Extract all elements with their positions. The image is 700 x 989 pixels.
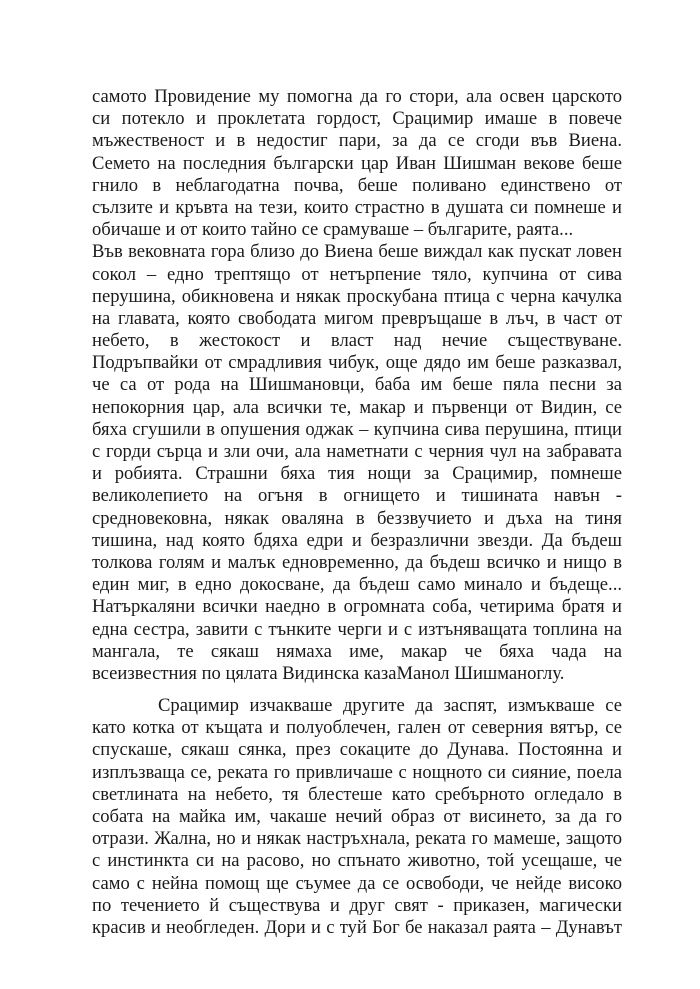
text-line: Срацимир изчакваше другите да заспят, измъкваше се (158, 695, 622, 717)
text-line: собата на майка им, чакаше нечий образ от висинето, за да го (92, 806, 622, 827)
text-line: една сестра, завити с тънките черги и с изтъняващата топлина на (92, 618, 622, 640)
text-line: небето, в жестокост и власт над нечие съществуване. (92, 330, 622, 352)
text-line: и робията. Страшни бяха тия нощи за Срацимир, помнеше (92, 463, 622, 485)
text-line: средновековна, някак оваляна в беззвучието и дъха на тиня (92, 507, 622, 529)
text-line: Във вековната гора близо до Виена беше виждал как пускат ловен (92, 241, 622, 263)
text-line: отрази. Жална, но и някак настръхнала, реката го мамеше, защото (92, 828, 622, 850)
text-line: на главата, която свободата мигом превръщаше в лъч, в част от (92, 307, 622, 329)
text-line: Подръпвайки от смрадливия чибук, още дядо им беше разказвал, (92, 352, 622, 374)
text-line: светлината на небето, тя блестеше като сребърното огледало в (92, 783, 622, 805)
text-line: бяха сгушили в опушения оджак – купчина сива перушина, птици (92, 418, 622, 440)
text-line: гнило в неблагодатна почва, беше поливано единствено от (92, 174, 622, 196)
text-line: толкова голям и малък едновременно, да бъдеш всичко и нищо в (92, 551, 622, 573)
text-line: като котка от къщата и полуоблечен, гален от северния вятър, се (92, 717, 622, 739)
text-line: самото Провидение му помогна да го стори, ала освен царското (92, 86, 622, 107)
text-line: спускаше, сякаш сянка, през сокаците до Дунава. Постоянна и (92, 739, 622, 761)
text-line: великолепието на огъня в огнището и тишината навън - (92, 485, 622, 507)
text-line: мъжественост и в недостиг пари, за да се сгоди във Виена. (92, 130, 622, 152)
text-line: непокорния цар, ала всички те, макар и първенци от Видин, се (92, 396, 622, 418)
text-line: перушина, обикновена и някак проскубана птица с черна качулка (92, 285, 622, 307)
text-line: мангала, те сякаш нямаха име, макар че бяха чада на (92, 640, 622, 662)
text-line: Семето на последния български цар Иван Шишман векове беше (92, 152, 622, 174)
text-line: сокол – едно трептящо от нетърпение тяло, купчина от сива (92, 263, 622, 285)
text-line: че са от рода на Шишмановци, баба им беше пяла песни за (92, 374, 622, 396)
text-line: изплъзваща се, реката го привличаше с нощното си сияние, поела (92, 761, 622, 783)
text-line: само с нейна помощ ще съумее да се освободи, че нейде високо (92, 872, 622, 894)
text-line: всеизвестния по цялата Видинска казаМанол Шишманоглу. (92, 662, 565, 684)
text-line: тишина, над която бдяха едри и безразлични звезди. Да бъдеш (92, 529, 622, 551)
text-line: си потекло и проклетата гордост, Срацимир имаше в повече (92, 108, 622, 130)
paragraph-gap (92, 685, 622, 695)
text-line: с горди сърца и зли очи, ала наметнати с черния чул на забравата (92, 441, 622, 462)
text-line: Натъркаляни всички наедно в огромната соба, четирима братя и (92, 596, 622, 618)
text-line: красив и необгледен. Дори и с туй Бог бе наказал раята – Дунавът (92, 916, 622, 938)
text-line: един миг, в едно докосване, да бъдеш само минало и бъдеще... (92, 574, 622, 596)
text-line: с инстинкта си на расово, но спънато животно, той усещаше, че (92, 850, 622, 872)
text-line: обичаше и от които тайно се срамуваше – българите, раята... (92, 219, 574, 241)
body-text (92, 86, 622, 939)
text-line: по течението й съществува и друг свят - приказен, магически (92, 894, 622, 916)
text-line: сълзите и кръвта на тези, които страстно в душата си помнеше и (92, 196, 622, 218)
